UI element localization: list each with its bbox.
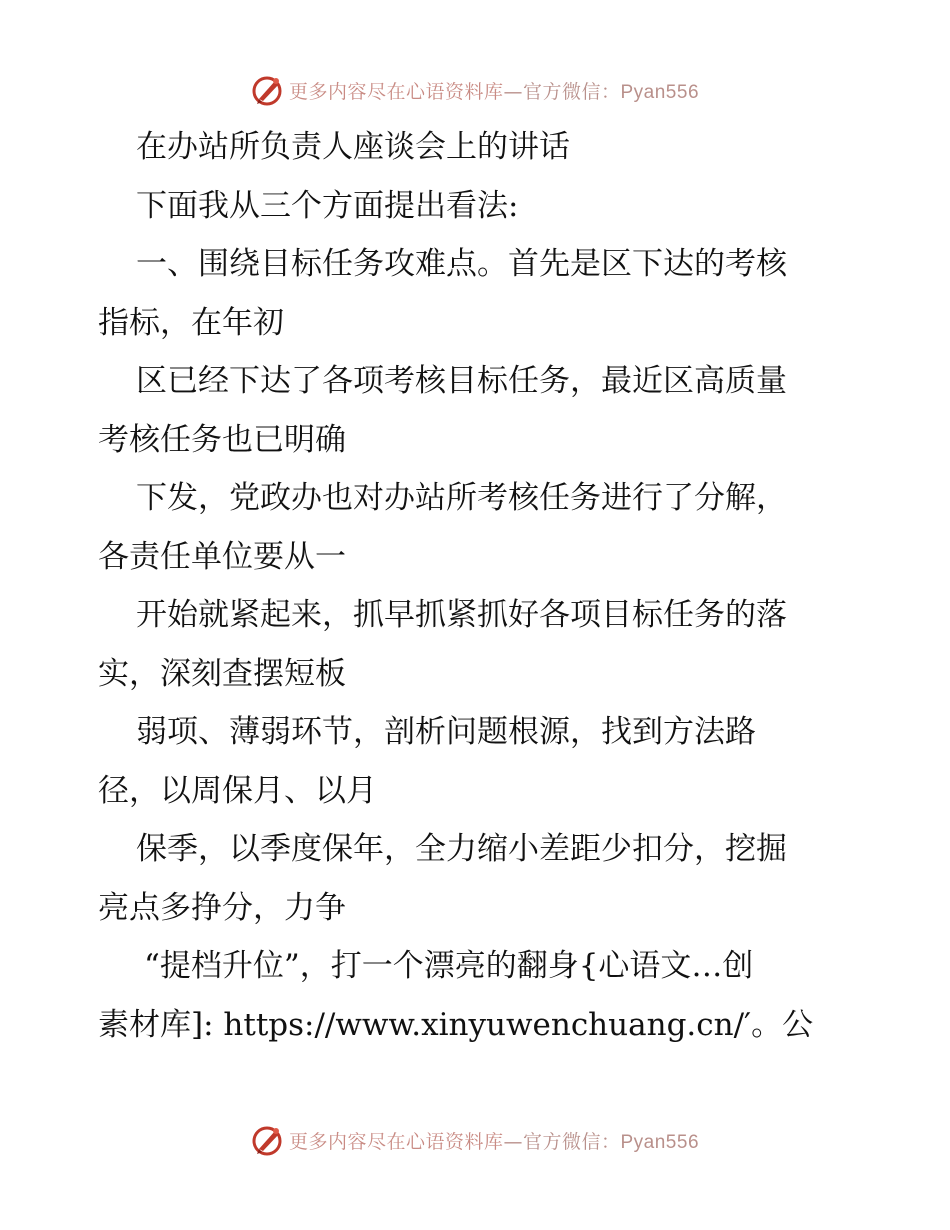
paragraph-line: 开始就紧起来，抓早抓紧抓好各项目标任务的落 bbox=[136, 597, 787, 633]
paragraph-line: 亮点多挣分，力争 bbox=[98, 889, 346, 926]
paragraph-line: 区已经下达了各项考核目标任务，最近区高质量 bbox=[136, 363, 787, 399]
paragraph-line-url: 素材库]: https://www.xinyuwenchuang.cn/′。公 bbox=[98, 1006, 814, 1043]
header-banner-inner bbox=[251, 73, 699, 107]
footer-banner bbox=[0, 1120, 950, 1160]
paragraph-line: 实，深刻查摆短板 bbox=[98, 655, 346, 692]
paragraph-line: 一、围绕目标任务攻难点。首先是区下达的考核 bbox=[136, 246, 787, 282]
header-banner-text: 更多内容尽在心语资料库—官方微信：Pyan556 bbox=[288, 80, 700, 103]
paragraph-line: 下发，党政办也对办站所考核任务进行了分解， bbox=[136, 480, 787, 516]
paragraph-line: 考核任务也已明确 bbox=[98, 421, 346, 458]
pen-circle-logo-icon bbox=[251, 1123, 285, 1157]
paragraph-line: 下面我从三个方面提出看法: bbox=[136, 187, 519, 224]
document-body bbox=[98, 118, 858, 1054]
paragraph-line: 保季，以季度保年，全力缩小差距少扣分，挖掘 bbox=[136, 831, 787, 867]
document-title: 在办站所负责人座谈会上的讲话 bbox=[136, 129, 570, 165]
paragraph-line: 径，以周保月、以月 bbox=[98, 772, 377, 809]
paragraph-line: 各责任单位要从一 bbox=[98, 538, 346, 575]
paragraph-line: “提档升位”，打一个漂亮的翻身{心语文…创 bbox=[144, 948, 754, 984]
footer-banner-text: 更多内容尽在心语资料库—官方微信：Pyan556 bbox=[288, 1130, 700, 1153]
footer-banner-inner bbox=[251, 1123, 699, 1157]
header-banner bbox=[0, 70, 950, 110]
paragraph-line: 弱项、薄弱环节，剖析问题根源，找到方法路 bbox=[136, 714, 756, 750]
pen-circle-logo-icon bbox=[251, 73, 285, 107]
paragraph-line: 指标，在年初 bbox=[98, 304, 284, 341]
